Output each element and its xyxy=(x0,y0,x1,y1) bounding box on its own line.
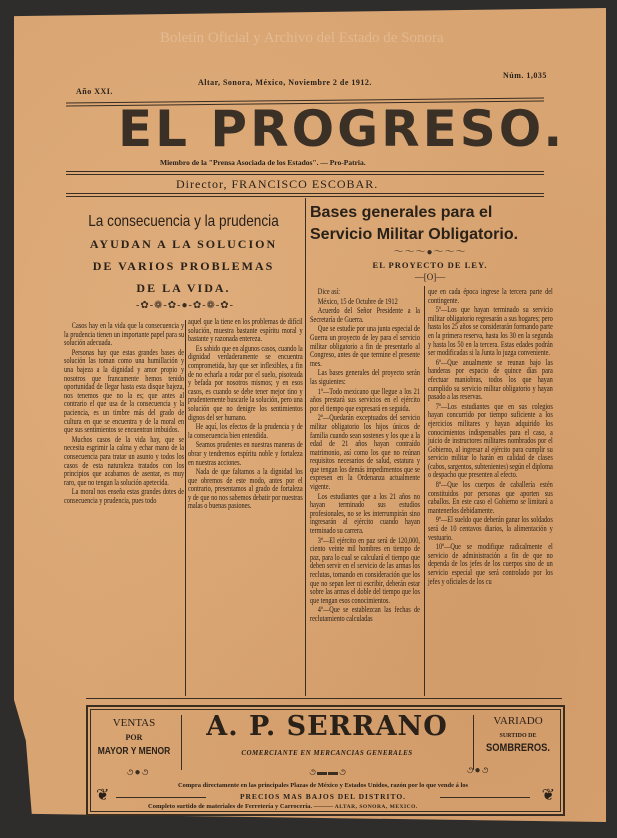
left-article-column-2 xyxy=(188,318,303,512)
paragraph: 1º—Todo mexicano que llegue a los 21 años prestará sus servicios en el ejército por el tiempo que expresará en seguida. xyxy=(310,386,420,413)
paragraph: Personas hay que estas grandes bases de solución las toman como una humillación y una bajeza a la dignidad y amor propio y nosotros que francamente hemos tenido oportunidad de llegar hasta esta disque bajeza, nos tenemos que no la es; que antes al contrario el que usa de la consecuencia y la paciencia, es un timbre más del grado de cultura en que se encuentra y de la moral en que sus sentimientos se encuentran imbuidos. xyxy=(64,347,185,435)
paragraph: Los estudiantes que a los 21 años no hayan terminado sus estudios profesionales, no se les interrumpirán sino ingresarán al ejército cuando hayan terminado su carrera. xyxy=(310,491,420,536)
dateline: Altar, Sonora, México, Noviembre 2 de 1912. xyxy=(198,78,372,87)
paragraph: aquel que la tiene en los problemas de difícil solución, muestra bastante espíritu moral y bastante y razonada entereza. xyxy=(188,317,303,344)
left-headline-main: La consecuencia y la prudencia xyxy=(88,213,279,230)
membership-line: Miembro de la "Prensa Asociada de los Estados". — Pro-Patria. xyxy=(160,158,366,167)
ad-left-line1: VENTAS xyxy=(112,717,156,729)
right-article-column-2 xyxy=(428,288,553,587)
paragraph: 10º—Que se modifique radicalmente el servicio de administración a fin de que no dependa de los jefes de los cuerpos sino de un servicio especial que será controlado por los jefes y oficiales de los cu xyxy=(428,542,553,586)
ornament: ૭▬▬૭ xyxy=(309,767,347,778)
left-headline-line4: DE LA VIDA. xyxy=(136,281,231,295)
archive-watermark: Boletín Oficial y Archivo del Estado de Sonora xyxy=(160,30,444,46)
ornament: ૭●૭ xyxy=(466,765,490,776)
ornament: ૭●૭ xyxy=(126,767,150,778)
paragraph: Que se estudie por una junta especial de Guerra un proyecto de ley para el servicio militar obligatorio a fin de presentarlo al Congreso, antes de que termine el presente mes. xyxy=(310,324,420,368)
subhead-divider: —[O]— xyxy=(414,272,446,282)
paragraph: que en cada época ingrese la tercera parte del contingente. xyxy=(428,287,553,305)
paragraph: 3º—El ejército en paz será de 120,000, ciento veinte mil hombres en tiempo de paz, para lo cual se calculará el tiempo que deben servir en el servicio de las armas los reclutas, tomando en consideración que los que no sepan leer ni escribir, deberán estar sobre las armas el doble del tiempo que los que tengan esos conocimientos. xyxy=(310,535,420,605)
ad-body-line1: Compra directamente en las principales Plazas de México y Estados Unidos, razón por lo que vende á los xyxy=(177,782,469,789)
paragraph: 6º—Que anualmente se reunan bajo las banderas por espacio de quince días para efectuar maniobras, todos los que hayan cumplido su servicio militar obligatorio y hayan pasado a las reservas. xyxy=(428,357,553,402)
column-divider xyxy=(185,320,186,696)
masthead-title: EL PROGRESO. xyxy=(118,100,566,158)
ornament-divider: 〜〜〜●〜〜〜 xyxy=(393,247,467,258)
paragraph: He aquí, los efectos de la prudencia y de la consecuencia bien entendida. xyxy=(188,422,303,440)
ad-tagline: COMERCIANTE EN MERCANCIAS GENERALES xyxy=(241,749,413,757)
paragraph: 8º—Que los cuerpos de caballería estén constituidos por personas que aporten sus caballos. En este caso el Gobierno se limitará a mantenerlos debidamente. xyxy=(428,480,553,515)
ad-left-line2: POR xyxy=(125,733,143,742)
paragraph: Dice así: xyxy=(317,287,341,296)
column-divider xyxy=(305,198,306,696)
ad-merchant-name: A. P. SERRANO xyxy=(206,711,448,742)
ad-location: ALTAR, SONORA, MEXICO. xyxy=(334,804,418,810)
serrano-advertisement xyxy=(86,705,565,816)
left-article-column-1 xyxy=(64,322,184,506)
director-line: Director, FRANCISCO ESCOBAR. xyxy=(176,177,379,191)
ad-right-line2: SURTIDO DE xyxy=(499,733,537,739)
left-headline-line3: DE VARIOS PROBLEMAS xyxy=(92,259,275,273)
paragraph: 5º—Los que hayan terminado su servicio militar obligatorio regresarán a sus hogares; pero hasta los 25 años se considerarán formando parte en la primera reserva, hasta los 30 en la segunda y hasta los 50 en la tercera. Estas edades podrán ser modificadas si la Junta lo juzga conveniente. xyxy=(428,305,553,358)
issue-number: Núm. 1,035 xyxy=(503,71,547,80)
ad-assortment-text: Completo surtido de materiales de Ferretería y Carrocería. xyxy=(148,803,313,810)
paragraph: 2º—Quedarán exceptuados del servicio militar obligatorio los hijos únicos de familia cuando sean sostenes y los que a la edad de 21 años hayan contraído matrimonio, así como los que no reúnan requisitos necesarios de salud, estatura y que tengan los demás impedimentos que se expresen en la Ordenanza actualmente vigente. xyxy=(310,413,420,492)
right-subhead: EL PROYECTO DE LEY. xyxy=(372,260,488,270)
right-headline: Bases generales para el Servicio Militar Obligatorio. xyxy=(310,204,519,243)
paragraph: Es sabido que en algunos casos, cuando la dignidad verdaderamente se encuentra comprometida, hay que ser inflexibles, a fin de no echarla a rodar por el suelo, pisoteada y befada por nosotros mismos; y en esos casos, es cuando se debe tener mejor tino y prudentemente buscarle la solución, pero una solución que no denigre los sentimientos dignos del ser humano. xyxy=(188,343,303,422)
leaf-ornament-icon: ❦ xyxy=(541,787,555,804)
left-headline-line2: AYUDAN A LA SOLUCION xyxy=(89,237,278,251)
paragraph: 7º—Los estudiantes que en sus colegios hayan concurrido por tiempo suficiente a los ejercicios militares y hayan adquirido los conocimientos indispensables para el caso, a juicio de instructores militares nombrados por el Gobierno, al ingresar al ejército para cumplir su servicio militar lo harán en calidad de clases (cabos, sargentos, subtenientes) según el diploma o despacho que presenten al efecto. xyxy=(428,401,553,480)
paragraph: Seamos prudentes en nuestras maneras de obrar y tendremos espíritu noble y fortaleza en nuestras acciones. xyxy=(188,440,303,467)
ad-body-line3: Completo surtido de materiales de Ferretería y Carrocería. ——— ALTAR, SONORA, MEXICO. xyxy=(148,803,418,810)
paragraph: Muchos casos de la vida hay, que se necesita esgrimir la calma y echar mano de la consecuencia para tratar un asunto y todos los casos de esta naturaleza tratados con los principios que acabamos de asentar, es muy raro, que no tengan la solución apetecida. xyxy=(64,434,185,487)
paragraph: Las bases generales del proyecto serán las siguientes: xyxy=(310,368,420,386)
paragraph: Nada de que faltamos a la dignidad los que obremos de este modo, antes por el contrario, presentamos al grado de fortaleza y de que no nos sabemos debatir por nuestras malas o buenas pasiones. xyxy=(188,467,303,511)
paragraph: Casos hay en la vida que la consecuencia y la prudencia tienen un importante papel para su solución adecuada. xyxy=(64,321,185,348)
ornament-divider: -✿-❁-✿-●-✿-❁-✿- xyxy=(136,300,234,311)
ad-right-line1: VARIADO xyxy=(493,715,543,727)
paragraph: México, 15 de Octubre de 1912 xyxy=(317,296,398,306)
paragraph: 9º—El sueldo que deberán ganar los soldados será de 10 centavos diarios, la alimentación y vestuario. xyxy=(428,515,553,542)
leaf-ornament-icon: ❦ xyxy=(96,787,110,804)
ad-body-line2: PRECIOS MAS BAJOS DEL DISTRITO. xyxy=(239,792,407,801)
ad-right-line3: SOMBREROS. xyxy=(486,742,550,754)
paragraph: 4º—Que se establezcan las fechas de reclutamiento calculadas xyxy=(310,605,420,623)
right-article-column-1 xyxy=(310,288,420,625)
year-label: Año XXI. xyxy=(76,87,113,96)
paragraph: La moral nos enseña estas grandes dotes de consecuencia y prudencia, pues todo xyxy=(64,487,185,505)
paragraph: Acuerdo del Señor Presidente a la Secretaría de Guerra. xyxy=(310,306,420,324)
column-divider xyxy=(424,286,425,696)
ad-left-line3: MAYOR Y MENOR xyxy=(97,746,171,757)
